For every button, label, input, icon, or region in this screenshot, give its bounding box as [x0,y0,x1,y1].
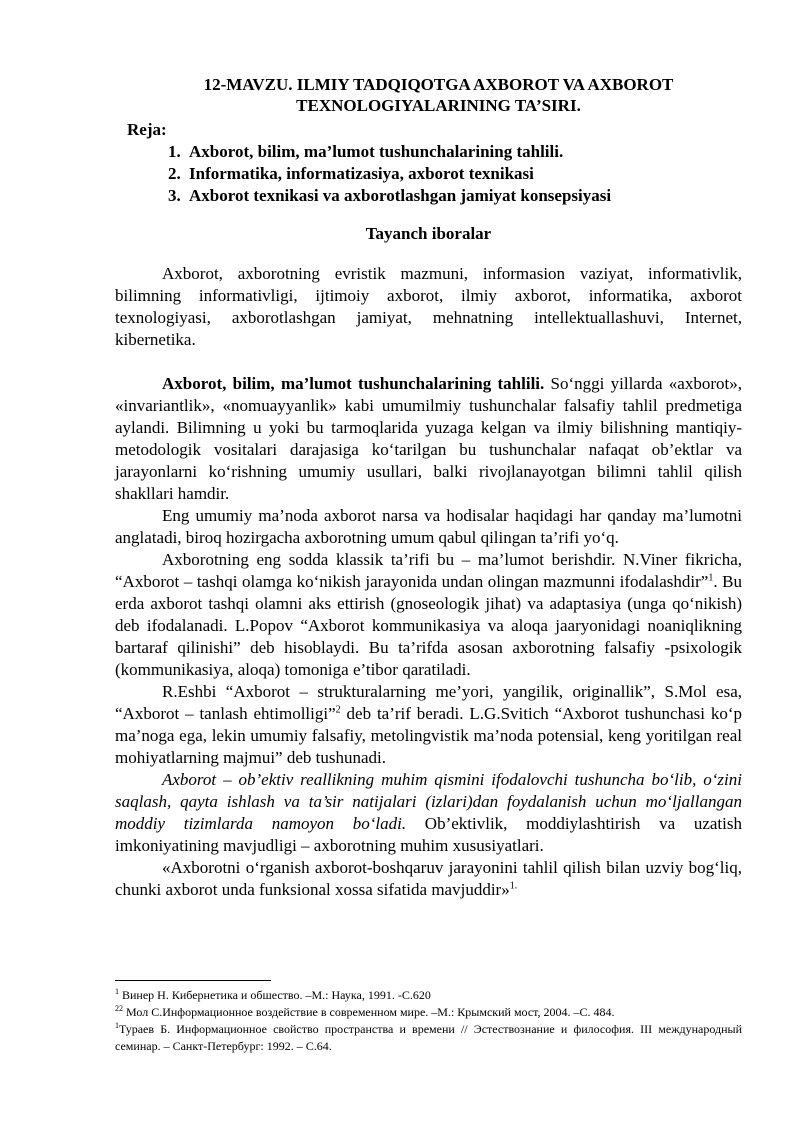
plan-item: 1. Axborot, bilim, ma’lumot tushunchalarining tahlili. [185,141,742,163]
footnote-3: $^1$Тураев Б. Информационное свойство пространства и времени // Эстествознание и философия. III международный семинар. – Санкт-Петербург: 1992. – С.64. [115,1021,742,1053]
keywords-paragraph: Axborot, axborotning evristik mazmuni, informasion vaziyat, informativlik, bilimning informativligi, ijtimoiy axborot, ilmiy axborot, informatika, axborot texnologiyasi, axborotlashgan jamiyat, mehnatning intellektuallashuvi, Internet, kibernetika. [115,264,742,349]
body-paragraph-2: Eng umumiy ma’noda axborot narsa va hodisalar haqidagi har qanday ma’lumotni anglatadi, biroq hozirgacha axborotning umum qabul qilingan ta’rifi yo‘q. [115,506,742,547]
section-heading-inline: Axborot, bilim, ma’lumot tushunchalarining tahlili. [162,374,545,393]
footnote-2: $^{22}$ Мол С.Информационное воздействие в современном мире. –М.: Крымский мост, 2004. –С. 484. [115,1004,615,1019]
body-paragraph-1: Axborot, bilim, ma’lumot tushunchalarining tahlili. So‘nggi yillarda «axborot», «invariantlik», «nomuayyanlik» kabi umumilmiy tushunchalar falsafiy tahlil predmetiga aylandi. Bilimning u yoki bu tarmoqlarida yuzaga kelgan va ilmiy bilishning mantiqiy-metodologik vositalari darajasiga ko‘tarilgan bu tushunchalar nafaqat ob’ektlar va jarayonlarni ko‘rishning umumiy usullari, balki rivojlanayotgan bilimni tahlil qilish shakllari hamdir. [115,374,742,503]
definition-italic: Axborot – ob’ektiv reallikning muhim qismini ifodalovchi tushuncha bo‘lib, o‘zini saqlash, qayta ishlash va ta’sir natijalari (izlari)dan foydalanish uchun mo‘ljallangan moddiy tizimlarda namoyon bo‘ladi. [115,770,742,833]
footnotes [115,980,742,1055]
footnote-ref: 1. [509,880,518,892]
footnote-1: $^1$ Винер Н. Кибернетика и обшество. –М.: Наука, 1991. -С.620 [115,987,431,1002]
plan-label: Reja: [127,120,167,139]
plan-list [115,141,742,207]
body-paragraph-3: Axborotning eng sodda klassik ta’rifi bu – ma’lumot berishdir. N.Viner fikricha, “Axborot – tashqi olamga ko‘nikish jarayonida undan olingan mazmunni ifodalashdir”$^1$. Bu erda axborot tashqi olamni aks ettirish (gnoseologik jihat) va adaptasiya (unga qo‘nikish) deb ifodalanadi. L.Popov “Axborot kommunikasiya va aloqa jaaryonidagi noaniqlikning bartaraf qilinishi” deb hisoblaydi. Bu ta’rifda asosan axborotning falsafiy -psixologik (kommunikasiya, aloqa) tomoniga e’tibor qaratiladi. [115,550,743,679]
document-page [115,74,742,901]
plan-item: 2. Informatika, informatizasiya, axborot texnikasi [185,163,742,185]
body-paragraph-5: Axborot – ob’ektiv reallikning muhim qismini ifodalovchi tushuncha bo‘lib, o‘zini saqlash, qayta ishlash va ta’sir natijalari (izlari)dan foydalanish uchun mo‘ljallangan moddiy tizimlarda namoyon bo‘ladi. Ob’ektivlik, moddiylashtirish va uzatish imkoniyatining mavjudligi – axborotning muhim xususiyatlari. [115,770,742,855]
keywords-heading: Tayanch iboralar [365,224,492,243]
page-title: 12-MAVZU. ILMIY TADQIQOTGA AXBOROT VA AXBOROT TEXNOLOGIYALARINING TA’SIRI. [203,75,674,115]
footnote-ref: 1 [708,572,714,584]
footnote-divider [115,980,271,981]
body-paragraph-4: R.Eshbi “Axborot – strukturalarning me’yori, yangilik, originallik”, S.Mol esa, “Axborot – tanlash ehtimolligi”$^2$ deb ta’rif beradi. L.G.Svitich “Axborot tushunchasi ko‘p ma’noga ega, lekin umumiy falsafiy, metolingvistik ma’noda potensial, keng yoritilgan real mohiyatlarning majmui” deb tushunadi. [115,682,743,767]
body-paragraph-6: «Axborotni o‘rganish axborot-boshqaruv jarayonini tahlil qilish bilan uzviy bog‘liq, chunki axborot unda funksional xossa sifatida mavjuddir»$^{1.}$ [115,858,742,899]
plan-item: 3. Axborot texnikasi va axborotlashgan jamiyat konsepsiyasi [185,185,742,207]
footnote-ref: 2 [335,704,341,716]
